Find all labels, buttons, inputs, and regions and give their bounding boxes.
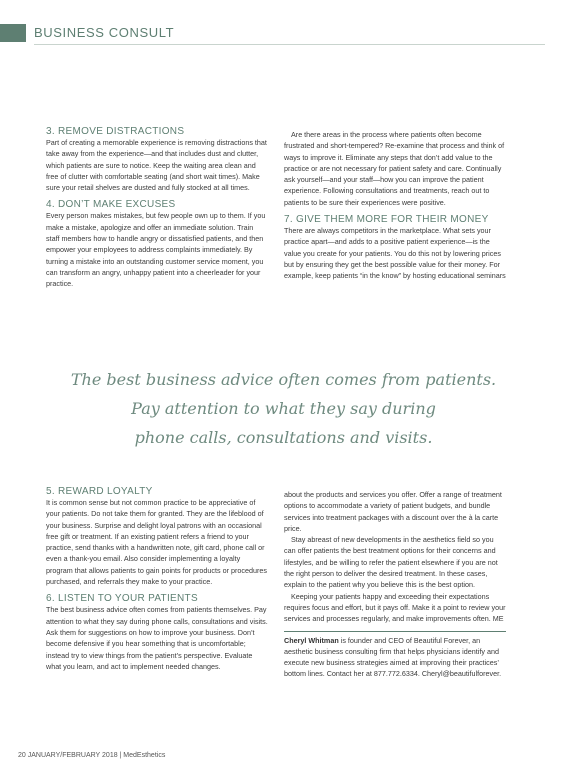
pull-quote-line-2: Pay attention to what they say during	[131, 399, 436, 418]
section-header	[0, 24, 567, 50]
section-title: BUSINESS CONSULT	[34, 25, 175, 40]
heading-listen-to-patients: 6. LISTEN TO YOUR PATIENTS	[46, 593, 198, 605]
paragraph-process-review: Are there areas in the process where patients often become frustrated and short-tempered? Re-examine that process and think of ways to improve it. Eliminate any steps that don’t add value to the practice or are not necessary for patient safety and care. Continually ask yourself—and your staff—how you can improve the patient experience. Following consultations and treatments, reach out to patients to be sure their experiences were positive.	[284, 130, 505, 207]
pull-quote	[40, 365, 527, 452]
paragraph-remove-distractions: Part of creating a memorable experience is removing distractions that take away from the experience—and that includes dust and clutter, which patients are sure to notice. Keep the waiting area clean and free of clutter with comfortable seating (and short wait times). Make sure your retail shelves are dusted and fully stocked at all times.	[46, 138, 267, 193]
top-left-column	[46, 126, 268, 290]
bio-divider	[284, 631, 506, 632]
bottom-left-column	[46, 486, 268, 672]
paragraph-give-them-more: There are always competitors in the marketplace. What sets your practice apart—and adds to a positive patient experience—is the value you create for your patients. You do this not by lowering prices but by ensuring they get the best possible value for their money. For example, keep patients “in the know” by hosting educational seminars	[284, 226, 506, 281]
author-bio-text: is founder and CEO of Beautiful Forever, an aesthetic business consulting firm that helps physicians identify and execute new business strategies aimed at improving their practices’ bottom lines. Contact her at 877.772.6334. Cheryl@beautifulforever.	[284, 635, 502, 679]
paragraph-listen-to-patients: The best business advice often comes from patients themselves. Pay attention to what they say during phone calls, consultations and visits. Ask them for suggestions on how to improve your business. Don’t become defensive if you hear something that is uncomfortable; instead try to view things from the patient’s perspective. Evaluate what you learn, and act to implement needed changes.	[46, 605, 268, 671]
section-rule	[34, 44, 545, 45]
author-name: Cheryl Whitman	[284, 635, 339, 645]
paragraph-new-developments: Stay abreast of new developments in the aesthetics field so you can offer patients the best treatment options for their concerns and lifestyles, and be willing to refer the patient elsewhere if you are not the right person to deliver the desired treatment. In these cases, explain to the patient why you believe this is the best option.	[284, 535, 498, 590]
paragraph-treatment-options: about the products and services you offer. Offer a range of treatment options to accommodate a variety of patient budgets, and bundle services into treatment packages with a discount over the à la carte price.	[284, 490, 502, 533]
page-footer: 20 JANUARY/FEBRUARY 2018 | MedEsthetics	[18, 752, 166, 759]
author-bio	[284, 635, 506, 680]
paragraph-keep-patients-happy: Keeping your patients happy and exceeding their expectations requires focus and effort, but it pays off. Make it a point to review your services and processes regularly, and make improvements often. ME	[284, 591, 506, 624]
pull-quote-line-1: The best business advice often comes from patients.	[70, 370, 497, 389]
paragraph-reward-loyalty: It is common sense but not common practice to be appreciative of your patients. Do not take them for granted. They are the lifeblood of your business. Surprise and delight loyal patrons with an occasional free gift or treatment. If an existing patient refers a friend to your practice, send thanks with a handwritten note, gift card, phone call or even a thank-you email. Also consider implementing a loyalty program that allows patients to gain points for products or procedures purchased, and referrals they make to your practice.	[46, 498, 267, 587]
section-color-block	[0, 24, 26, 42]
heading-reward-loyalty: 5. REWARD LOYALTY	[46, 486, 153, 497]
heading-remove-distractions: 3. REMOVE DISTRACTIONS	[46, 126, 185, 137]
heading-dont-make-excuses: 4. DON’T MAKE EXCUSES	[46, 199, 176, 211]
bottom-right-column	[284, 489, 506, 680]
pull-quote-line-3: phone calls, consultations and visits.	[134, 428, 433, 447]
paragraph-dont-make-excuses: Every person makes mistakes, but few people own up to them. If you make a mistake, apologize and offer an immediate solution. Train staff members how to handle angry or dissatisfied patients, and then empower your employees to address complaints immediately. By turning a mistake into an outstanding customer service moment, you can transform an angry, unhappy patient into a cheerleader for your practice.	[46, 211, 266, 289]
top-right-column	[284, 129, 506, 282]
heading-give-them-more: 7. GIVE THEM MORE FOR THEIR MONEY	[284, 214, 489, 226]
